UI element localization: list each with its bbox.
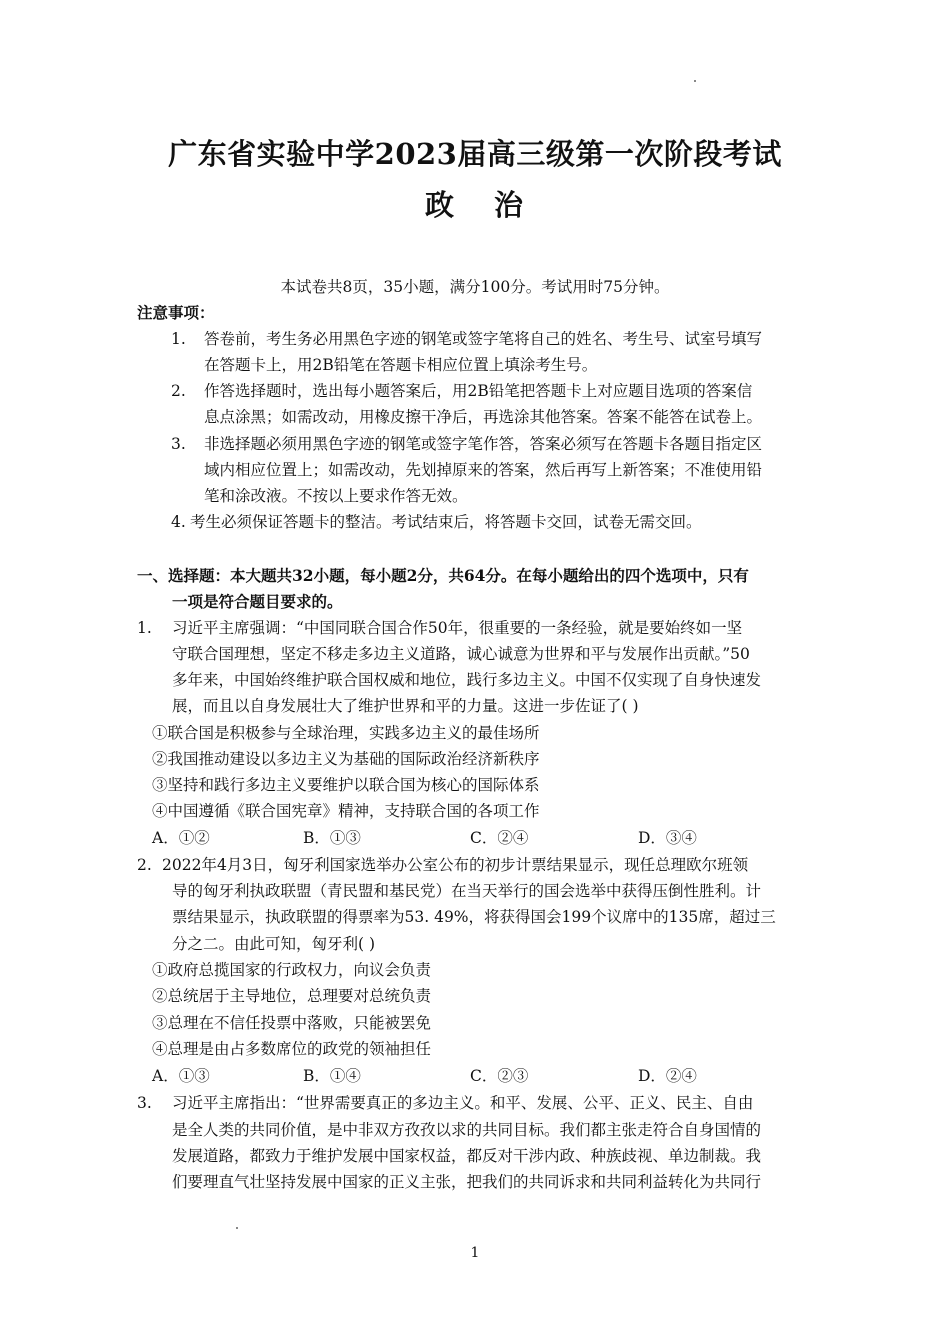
notice-heading: 注意事项： bbox=[137, 303, 215, 322]
question-number: 2. bbox=[137, 856, 152, 874]
statement: ③坚持和践行多边主义要维护以联合国为核心的国际体系 bbox=[152, 776, 540, 794]
statement: ②总统居于主导地位，总理要对总统负责 bbox=[152, 987, 432, 1005]
notice-line: 非选择题必须用黑色字迹的钢笔或签字笔作答，答案必须写在答题卡各题目指定区 bbox=[204, 435, 763, 453]
statement: ③总理在不信任投票中落败，只能被罢免 bbox=[152, 1014, 432, 1032]
question-stem-line: 们要理直气壮坚持发展中国家的正义主张，把我们的共同诉求和共同利益转化为共同行 bbox=[172, 1173, 762, 1191]
question-stem-line: 习近平主席强调：“中国同联合国合作50年，很重要的一条经验，就是要始终如一坚 bbox=[172, 619, 743, 637]
exam-intro: 本试卷共8页，35小题，满分100分。考试用时75分钟。 bbox=[280, 278, 670, 296]
notice-num: 4. bbox=[171, 513, 186, 531]
scan-dot bbox=[236, 1227, 238, 1229]
question-stem-line: 习近平主席指出：“世界需要真正的多边主义。和平、发展、公平、正义、民主、自由 bbox=[172, 1094, 754, 1112]
question-stem-line: 发展道路，都致力于维护发展中国家权益，都反对干涉内政、种族歧视、单边制裁。我 bbox=[172, 1147, 762, 1165]
exam-title: 广东省实验中学2023届高三级第一次阶段考试 bbox=[168, 137, 782, 171]
option-b[interactable]: B．①③ bbox=[303, 829, 361, 847]
option-b[interactable]: B．①④ bbox=[303, 1067, 361, 1085]
subject-char-2: 治 bbox=[494, 188, 526, 222]
notice-num: 3. bbox=[171, 435, 186, 453]
option-d[interactable]: D．③④ bbox=[638, 829, 697, 847]
question-stem-line: 票结果显示，执政联盟的得票率为53. 49%，将获得国会199个议席中的135席，超过三 bbox=[172, 908, 776, 926]
option-c[interactable]: C．②④ bbox=[470, 829, 529, 847]
statement: ④总理是由占多数席位的政党的领袖担任 bbox=[152, 1040, 432, 1058]
question-stem-line: 2022年4月3日，匈牙利国家选举办公室公布的初步计票结果显示，现任总理欧尔班领 bbox=[162, 856, 749, 874]
question-number: 3. bbox=[137, 1094, 152, 1112]
question-stem-line: 多年来，中国始终维护联合国权威和地位，践行多边主义。中国不仅实现了自身快速发 bbox=[172, 671, 762, 689]
subject-char-1: 政 bbox=[424, 188, 456, 222]
notice-line: 答卷前，考生务必用黑色字迹的钢笔或签字笔将自己的姓名、考生号、试室号填写 bbox=[204, 330, 763, 348]
notice-line: 域内相应位置上；如需改动，先划掉原来的答案，然后再写上新答案；不准使用铅 bbox=[204, 461, 763, 479]
subject-title bbox=[0, 183, 950, 224]
scan-dot bbox=[694, 80, 696, 82]
question-stem-line: 守联合国理想，坚定不移走多边主义道路，诚心诚意为世界和平与发展作出贡献。”50 bbox=[172, 645, 750, 663]
question-stem-line: 分之二。由此可知，匈牙利( ) bbox=[172, 935, 376, 953]
notice-line: 在答题卡上，用2B铅笔在答题卡相应位置上填涂考生号。 bbox=[204, 356, 598, 374]
notice-line: 考生必须保证答题卡的整洁。考试结束后，将答题卡交回，试卷无需交回。 bbox=[190, 513, 702, 531]
statement: ④中国遵循《联合国宪章》精神，支持联合国的各项工作 bbox=[152, 802, 540, 820]
notice-line: 息点涂黑；如需改动，用橡皮擦干净后，再选涂其他答案。答案不能答在试卷上。 bbox=[204, 408, 763, 426]
statement: ②我国推动建设以多边主义为基础的国际政治经济新秩序 bbox=[152, 750, 540, 768]
notice-line: 笔和涂改液。不按以上要求作答无效。 bbox=[204, 487, 468, 505]
option-a[interactable]: A．①② bbox=[152, 829, 210, 847]
statement: ①政府总揽国家的行政权力，向议会负责 bbox=[152, 961, 432, 979]
page-number: 1 bbox=[470, 1245, 480, 1261]
question-stem-line: 导的匈牙利执政联盟（青民盟和基民党）在当天举行的国会选举中获得压倒性胜利。计 bbox=[172, 882, 762, 900]
option-c[interactable]: C．②③ bbox=[470, 1067, 529, 1085]
option-d[interactable]: D．②④ bbox=[638, 1067, 697, 1085]
notice-num: 2. bbox=[171, 382, 186, 400]
question-number: 1. bbox=[137, 619, 152, 637]
question-stem-line: 展，而且以自身发展壮大了维护世界和平的力量。这进一步佐证了( ) bbox=[172, 697, 639, 715]
question-stem-line: 是全人类的共同价值，是中非双方孜孜以求的共同目标。我们都主张走符合自身国情的 bbox=[172, 1121, 762, 1139]
section-heading: 一、选择题：本大题共32小题，每小题2分，共64分。在每小题给出的四个选项中，只有 bbox=[137, 566, 749, 585]
notice-line: 作答选择题时，选出每小题答案后，用2B铅笔把答题卡上对应题目选项的答案信 bbox=[204, 382, 753, 400]
option-a[interactable]: A．①③ bbox=[152, 1067, 210, 1085]
notice-num: 1. bbox=[171, 330, 186, 348]
section-heading: 一项是符合题目要求的。 bbox=[172, 592, 343, 611]
statement: ①联合国是积极参与全球治理，实践多边主义的最佳场所 bbox=[152, 724, 540, 742]
